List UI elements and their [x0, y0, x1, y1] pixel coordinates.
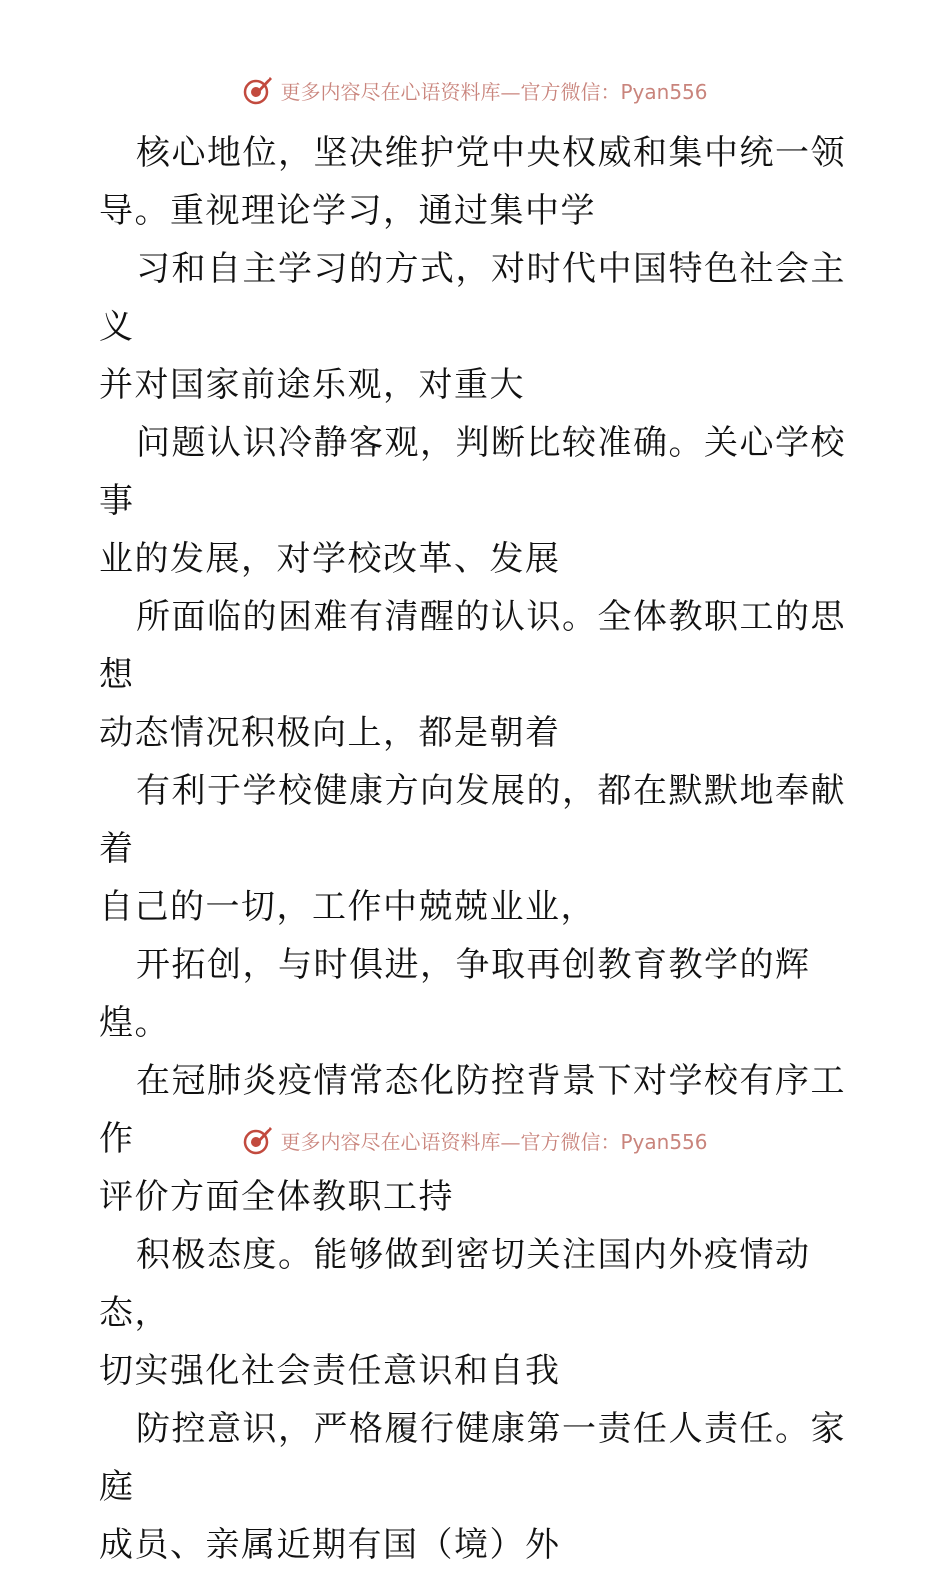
footer-watermark: [0, 1120, 950, 1160]
paragraph: 积极态度。能够做到密切关注国内外疫情动态， 切实强化社会责任意识和自我: [99, 1235, 811, 1391]
paragraph: 问题认识冷静客观，判断比较准确。关心学校事 业的发展，对学校改革、发展: [99, 423, 846, 579]
paragraph: 核心地位，坚决维护党中央权威和集中统一领 导。重视理论学习，通过集中学: [99, 133, 846, 231]
header-text: 更多内容尽在心语资料库—官方微信：Pyan556: [280, 79, 708, 104]
document-body: [99, 124, 859, 1574]
paragraph: 防控意识，严格履行健康第一责任人责任。家庭 成员、亲属近期有国（境）外: [99, 1409, 846, 1565]
quill-logo-icon: [242, 74, 274, 106]
footer-text: 更多内容尽在心语资料库—官方微信：Pyan556: [280, 1129, 708, 1154]
quill-logo-icon: [242, 1124, 274, 1156]
paragraph: 开拓创，与时俱进，争取再创教育教学的辉煌。: [99, 945, 811, 1043]
header-watermark: [0, 70, 950, 110]
paragraph: 在冠肺炎疫情常态化防控背景下对学校有序工作 评价方面全体教职工持: [99, 1061, 846, 1217]
paragraph: 习和自主学习的方式，对时代中国特色社会主义 并对国家前途乐观，对重大: [99, 249, 846, 405]
footer-wechat-id: Pyan556: [620, 1129, 708, 1154]
paragraph: 所面临的困难有清醒的认识。全体教职工的思想 动态情况积极向上，都是朝着: [99, 597, 846, 753]
paragraph: 有利于学校健康方向发展的，都在默默地奉献着 自己的一切，工作中兢兢业业，: [99, 771, 846, 927]
header-wechat-id: Pyan556: [620, 79, 708, 104]
